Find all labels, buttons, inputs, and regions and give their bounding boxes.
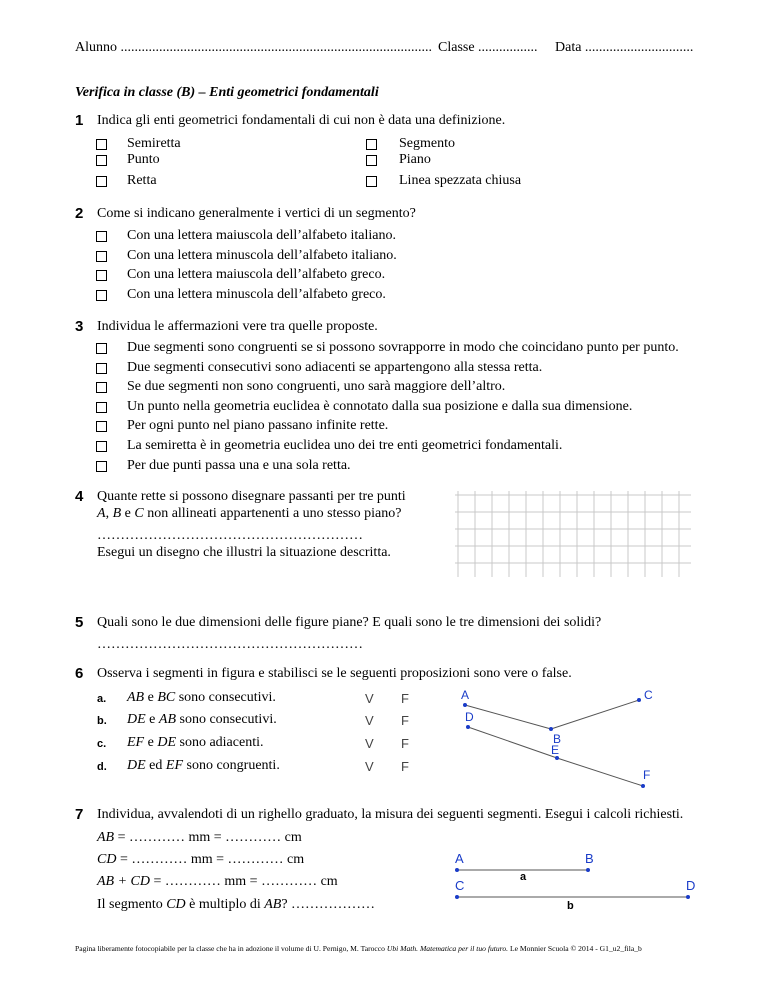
q3-option-2: Due segmenti consecutivi sono adiacenti se appartengono alla stessa retta. — [127, 360, 543, 375]
segment-name: AB — [264, 897, 282, 912]
question-number-1: 1 — [75, 112, 84, 129]
label-segment-b: b — [567, 900, 574, 910]
segment-name: CD — [166, 897, 186, 912]
header-classe: Classe ................. — [438, 40, 538, 55]
segment-sum: AB + CD — [97, 874, 150, 889]
q6-a-true[interactable]: V — [365, 691, 374, 706]
q2-option-1: Con una lettera maiuscola dell’alfabeto italiano. — [127, 228, 397, 243]
question-5-text: Quali sono le due dimensioni delle figure piane? E quali sono le tre dimensioni dei solidi? — [97, 615, 602, 630]
question-number-4: 4 — [75, 488, 84, 505]
segment-name: EF — [165, 758, 183, 773]
row-statement — [127, 735, 263, 751]
q1-option-right-2: Piano — [399, 152, 431, 167]
question-number-6: 6 — [75, 665, 84, 682]
segment-de — [468, 727, 560, 758]
question-4-text-line1: Quante rette si possono disegnare passanti per tre punti — [97, 489, 406, 504]
q2-checkbox-3[interactable] — [96, 270, 107, 281]
q1-checkbox-left-2[interactable] — [96, 155, 107, 166]
q3-option-6: La semiretta è in geometria euclidea uno dei tre enti geometrici fondamentali. — [127, 438, 563, 453]
q6-d-true[interactable]: V — [365, 759, 374, 774]
q6-row-d — [97, 758, 427, 778]
segment-name: DE — [127, 758, 146, 773]
segment-name: CD — [97, 852, 117, 867]
q3-checkbox-4[interactable] — [96, 402, 107, 413]
q1-option-left-2: Punto — [127, 152, 160, 167]
row-letter: d. — [97, 761, 107, 773]
question-4-tail: non allineati appartenenti a uno stesso piano? — [143, 506, 402, 521]
q6-row-c — [97, 735, 427, 755]
conjunction: e — [145, 712, 159, 727]
question-3-text: Individua le affermazioni vere tra quelle proposte. — [97, 319, 378, 334]
measure-blanks: = ………… mm = ………… cm — [150, 874, 338, 889]
footer-text: Pagina liberamente fotocopiabile per la classe che ha in adozione il volume di U. Pernigo, M. Tarocco — [75, 944, 387, 953]
conjunction: e — [144, 735, 158, 750]
statement-tail: sono adiacenti. — [176, 735, 264, 750]
point-a: A — [97, 506, 106, 521]
measure-blanks: = ………… mm = ………… cm — [116, 852, 305, 867]
q4-instruction: Esegui un disegno che illustri la situazione descritta. — [97, 545, 391, 560]
question-4-text-line2 — [97, 506, 401, 522]
point-c-dot — [455, 895, 459, 899]
q7-line-sum[interactable] — [97, 874, 338, 890]
point-c: C — [134, 506, 144, 521]
label-a: A — [455, 851, 464, 866]
point-f-dot — [641, 784, 645, 788]
q1-checkbox-left-3[interactable] — [96, 176, 107, 187]
segment-name: EF — [127, 735, 145, 750]
label-d: D — [465, 710, 474, 724]
row-statement — [127, 758, 280, 774]
q7-line-ab[interactable] — [97, 830, 302, 846]
q6-row-b — [97, 712, 427, 732]
q1-option-right-3: Linea spezzata chiusa — [399, 173, 522, 188]
segment-name: BC — [157, 690, 176, 705]
point-c-dot — [637, 698, 641, 702]
segment-name: DE — [127, 712, 146, 727]
question-number-7: 7 — [75, 806, 84, 823]
segment-bc — [551, 700, 639, 729]
answer-blank: ? ……………… — [281, 897, 376, 912]
q1-checkbox-right-3[interactable] — [366, 176, 377, 187]
statement-tail: sono congruenti. — [183, 758, 280, 773]
point-b-dot — [549, 727, 553, 731]
q2-checkbox-1[interactable] — [96, 231, 107, 242]
point-b-dot — [586, 868, 590, 872]
row-letter: b. — [97, 715, 107, 727]
label-a: A — [461, 688, 470, 702]
q6-b-false[interactable]: F — [401, 713, 409, 728]
page-title: Verifica in classe (B) – Enti geometrici fondamentali — [75, 85, 379, 100]
question-part: è multiplo di — [185, 897, 265, 912]
label-c: C — [455, 878, 465, 893]
statement-tail: sono consecutivi. — [176, 712, 277, 727]
question-number-2: 2 — [75, 205, 84, 222]
page-footer — [75, 944, 642, 953]
q7-line-cd[interactable] — [97, 852, 304, 868]
drawing-grid[interactable] — [455, 491, 691, 577]
question-number-5: 5 — [75, 614, 84, 631]
footer-book-title: Ubi Math. Matematica per il tuo futuro. — [386, 944, 509, 953]
label-d: D — [686, 878, 696, 893]
segment-ab — [465, 705, 551, 729]
label-segment-a: a — [520, 871, 527, 883]
footer-publisher: Le Monnier Scuola © 2014 - G1_u2_fila_b — [508, 944, 642, 953]
question-number-3: 3 — [75, 318, 84, 335]
q5-answer-line[interactable]: ………………………………………………… — [97, 637, 363, 652]
q4-answer-line[interactable]: ………………………………………………… — [97, 528, 363, 543]
segment-name: AB — [158, 712, 176, 727]
q6-a-false[interactable]: F — [401, 691, 409, 706]
q3-option-4: Un punto nella geometria euclidea è connotato dalla sua posizione e dalla sua dimensione. — [127, 399, 633, 414]
conjunction: e — [144, 690, 158, 705]
label-f: F — [643, 768, 651, 782]
q3-checkbox-6[interactable] — [96, 441, 107, 452]
q1-checkbox-right-1[interactable] — [366, 139, 377, 150]
segment-ef — [557, 758, 643, 786]
label-e: E — [551, 743, 560, 757]
q1-checkbox-right-2[interactable] — [366, 155, 377, 166]
conjunction: ed — [145, 758, 166, 773]
question-7-text: Individua, avvalendoti di un righello graduato, la misura dei seguenti segmenti. Esegui i calcoli richiesti. — [97, 807, 684, 822]
question-2-text: Come si indicano generalmente i vertici di un segmento? — [97, 206, 416, 221]
label-b: B — [585, 851, 594, 866]
q1-option-left-3: Retta — [127, 173, 157, 188]
sep-1: , — [105, 506, 113, 521]
point-a-dot — [455, 868, 459, 872]
q3-checkbox-7[interactable] — [96, 461, 107, 472]
measure-blanks: = ………… mm = ………… cm — [114, 830, 302, 845]
point-d-dot — [466, 725, 470, 729]
header-data: Data ............................... — [555, 40, 694, 55]
q6-d-false[interactable]: F — [401, 759, 409, 774]
q6-c-true[interactable]: V — [365, 736, 374, 751]
q2-option-2: Con una lettera minuscola dell’alfabeto italiano. — [127, 248, 397, 263]
q6-segments-figure — [450, 688, 670, 798]
q7-segments-figure — [448, 850, 708, 910]
point-b: B — [112, 506, 122, 521]
q2-checkbox-2[interactable] — [96, 251, 107, 262]
q3-option-1: Due segmenti sono congruenti se si possono sovrapporre in modo che coincidano punto per punto. — [127, 340, 679, 355]
row-statement — [127, 712, 277, 728]
q1-option-right-1: Segmento — [399, 136, 455, 151]
q7-line-multiple[interactable] — [97, 897, 375, 913]
question-1-text: Indica gli enti geometrici fondamentali di cui non è data una definizione. — [97, 113, 506, 128]
label-b: B — [553, 732, 562, 746]
q1-option-left-1: Semiretta — [127, 136, 181, 151]
q3-checkbox-3[interactable] — [96, 382, 107, 393]
q6-c-false[interactable]: F — [401, 736, 409, 751]
statement-tail: sono consecutivi. — [175, 690, 276, 705]
q2-checkbox-4[interactable] — [96, 290, 107, 301]
header-alunno: Alunno ......................................................................................... — [75, 40, 432, 55]
q1-checkbox-left-1[interactable] — [96, 139, 107, 150]
point-d-dot — [686, 895, 690, 899]
q2-option-3: Con una lettera maiuscola dell’alfabeto greco. — [127, 267, 386, 282]
q3-option-3: Se due segmenti non sono congruenti, uno sarà maggiore dell’altro. — [127, 379, 506, 394]
point-a-dot — [463, 703, 467, 707]
q6-row-a — [97, 690, 427, 710]
label-c: C — [644, 688, 653, 702]
row-statement — [127, 690, 276, 706]
sep-2: e — [121, 506, 135, 521]
row-letter: a. — [97, 693, 107, 705]
q2-option-4: Con una lettera minuscola dell’alfabeto greco. — [127, 287, 386, 302]
q3-option-5: Per ogni punto nel piano passano infinite rette. — [127, 418, 389, 433]
q6-b-true[interactable]: V — [365, 713, 374, 728]
q3-checkbox-5[interactable] — [96, 421, 107, 432]
question-part: Il segmento — [97, 897, 167, 912]
q3-checkbox-1[interactable] — [96, 343, 107, 354]
segment-name: AB — [97, 830, 115, 845]
question-6-text: Osserva i segmenti in figura e stabilisci se le seguenti proposizioni sono vere o false. — [97, 666, 572, 681]
q3-option-7: Per due punti passa una e una sola retta. — [127, 458, 351, 473]
q3-checkbox-2[interactable] — [96, 363, 107, 374]
segment-name: DE — [157, 735, 176, 750]
row-letter: c. — [97, 738, 107, 750]
segment-name: AB — [127, 690, 145, 705]
